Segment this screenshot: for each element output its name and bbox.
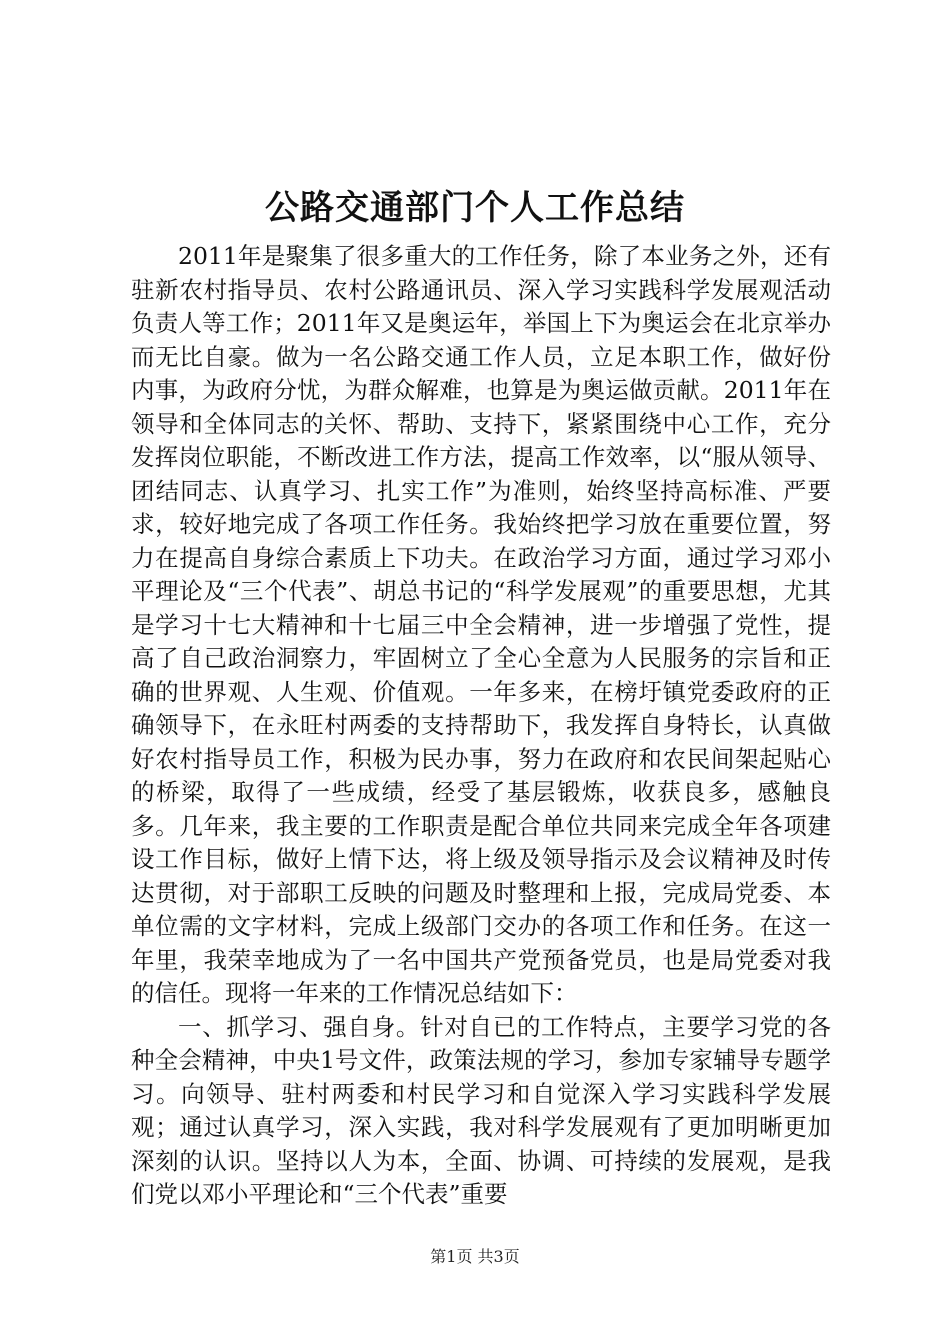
document-title: 公路交通部门个人工作总结 [265,188,685,228]
paragraph-intro: 2011年是聚集了很多重大的工作任务，除了本业务之外，还有驻新农村指导员、农村公路通讯员、深入学习实践科学发展观活动负责人等工作；2011年又是奥运年，举国上下为奥运会在北京举办而无比自豪。做为一名公路交通工作人员，立足本职工作，做好份内事，为政府分忧，为群众解难，也算是为奥运做贡献。2011年在领导和全体同志的关怀、帮助、支持下，紧紧围绕中心工作，充分发挥岗位职能，不断改进工作方法，提高工作效率，以“服从领导、团结同志、认真学习、扎实工作”为准则，始终坚持高标准、严要求，较好地完成了各项工作任务。我始终把学习放在重要位置，努力在提高自身综合素质上下功夫。在政治学习方面，通过学习邓小平理论及“三个代表”、胡总书记的“科学发展观”的重要思想，尤其是学习十七大精神和十七届三中全会精神，进一步增强了党性，提高了自己政治洞察力，牢固树立了全心全意为人民服务的宗旨和正确的世界观、人生观、价值观。一年多来，在榜圩镇党委政府的正确领导下，在永旺村两委的支持帮助下，我发挥自身特长，认真做好农村指导员工作，积极为民办事，努力在政府和农民间架起贴心的桥梁，取得了一些成绩，经受了基层锻炼，收获良多，感触良多。几年来，我主要的工作职责是配合单位共同来完成全年各项建设工作目标，做好上情下达，将上级及领导指示及会议精神及时传达贯彻，对于部职工反映的问题及时整理和上报，完成局党委、本单位需的文字材料，完成上级部门交办的各项工作和任务。在这一年里，我荣幸地成为了一名中国共产党预备党员，也是局党委对我的信任。现将一年来的工作情况总结如下： [131,242,831,1007]
paragraph-section-1: 一、抓学习、强自身。针对自已的工作特点，主要学习党的各种全会精神，中央1号文件，政策法规的学习，参加专家辅导专题学习。向领导、驻村两委和村民学习和自觉深入学习实践科学发展观；通过认真学习，深入实践，我对科学发展观有了更加明晰更加深刻的认识。坚持以人为本，全面、协调、可持续的发展观，是我们党以邓小平理论和“三个代表”重要 [131,1012,831,1208]
page-number-footer: 第1页 共3页 [430,1247,520,1266]
document-body [131,240,831,1212]
